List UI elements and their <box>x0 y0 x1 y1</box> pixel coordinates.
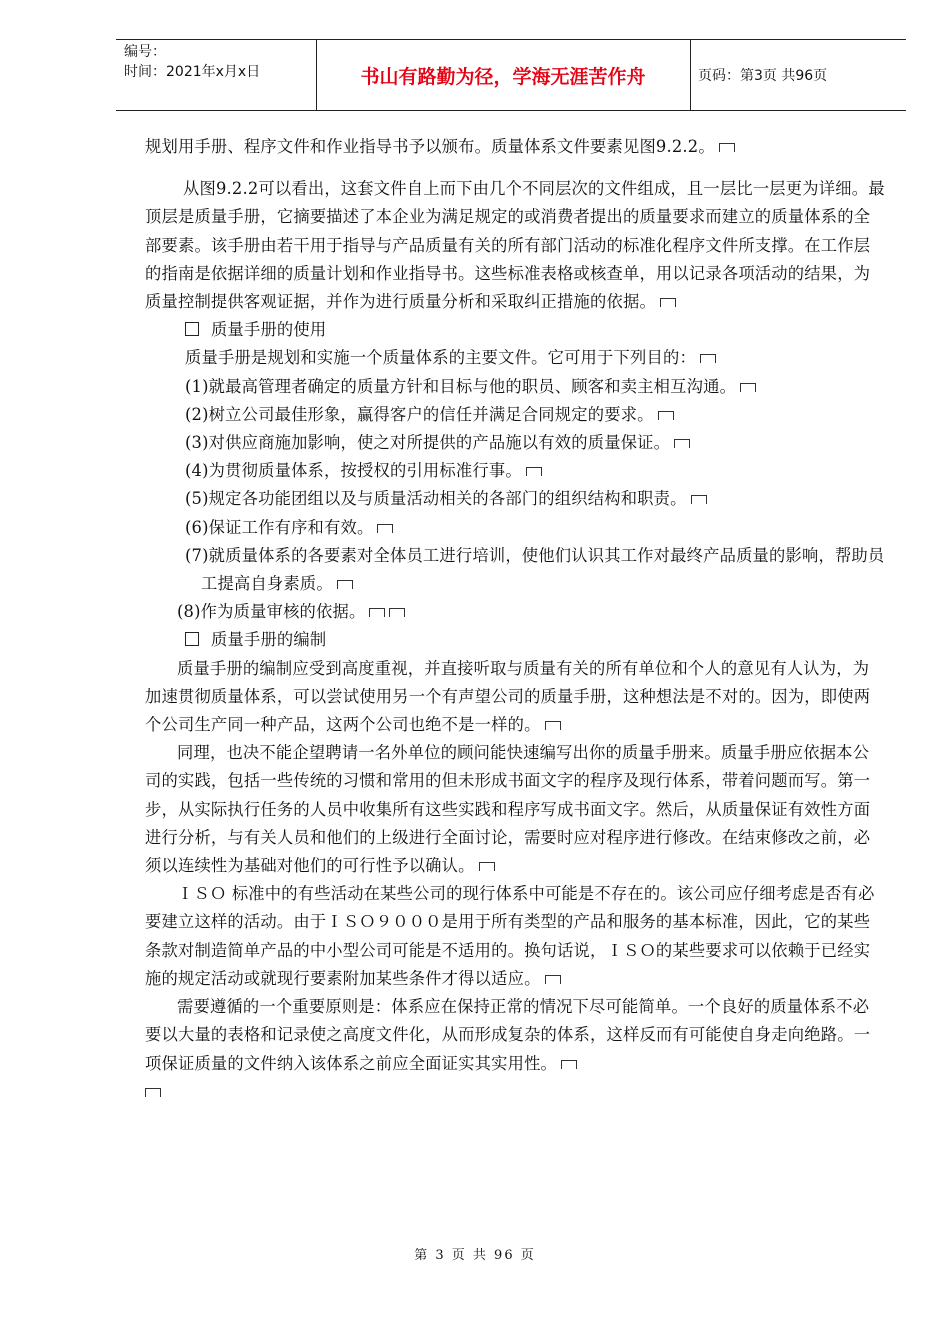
paragraph: 从图9.2.2可以看出，这套文件自上而下由几个不同层次的文件组成，且一层比一层更为详细。最顶层是质量手册，它摘要描述了本企业为满足规定的或消费者提出的质量要求而建立的质量体系的全部要素。该手册由若干用于指导与产品质量有关的所有部门活动的标准化程序文件所支撑。在工作层的指南是依据详细的质量计划和作业指导书。这些标准表格或核查单，用以记录各项活动的结果，为质量控制提供客观证据，并作为进行质量分析和采取纠正措施的依据。 <box>145 179 885 312</box>
list-item: (2)树立公司最佳形象，赢得客户的信任并满足合同规定的要求。 <box>145 401 885 429</box>
paragraph: ＩＳＯ 标准中的有些活动在某些公司的现行体系中可能是不存在的。该公司应仔细考虑是否有必要建立这样的活动。由于ＩＳＯ９０００是用于所有类型的产品和服务的基本标准，因此，它的某些条款对制造简单产品的中小型公司可能是不适用的。换句话说，ＩＳＯ的某些要求可以依赖于已经实施的规定活动或就现行要素附加某些条件才得以适应。 <box>145 884 875 988</box>
paragraph-mark-icon <box>369 608 385 617</box>
list-item: (1)就最高管理者确定的质量方针和目标与他的职员、顾客和卖主相互沟通。 <box>145 373 885 401</box>
section-title: 质量手册的编制 <box>145 626 885 654</box>
list-item: (5)规定各功能团组以及与质量活动相关的各部门的组织结构和职责。 <box>145 485 885 513</box>
checkbox-square-icon <box>185 632 199 646</box>
header-divider <box>690 40 691 110</box>
paragraph-mark-icon <box>700 354 716 363</box>
section-title: 质量手册的使用 <box>145 316 885 344</box>
paragraph: 规划用手册、程序文件和作业指导书予以颁布。质量体系文件要素见图9.2.2。 <box>145 133 885 161</box>
paragraph-mark-icon <box>658 411 674 420</box>
list-item: (7)就质量体系的各要素对全体员工进行培训，使他们认识其工作对最终产品质量的影响，帮助员工提高自身素质。 <box>185 545 885 594</box>
paragraph-mark-icon <box>337 580 353 589</box>
list-item: (8)作为质量审核的依据。 <box>145 598 885 626</box>
paragraph-mark-icon <box>674 439 690 448</box>
paragraph: 质量手册的编制应受到高度重视，并直接听取与质量有关的所有单位和个人的意见有人认为，为加速贯彻质量体系，可以尝试使用另一个有声望公司的质量手册，这种想法是不对的。因为，即使两个公司生产同一种产品，这两个公司也绝不是一样的。 <box>145 658 871 735</box>
header-slogan: 书山有路勤为径，学海无涯苦作舟 <box>360 65 646 88</box>
paragraph-mark-icon <box>719 143 735 152</box>
checkbox-square-icon <box>185 322 199 336</box>
page-header <box>116 39 906 111</box>
document-number: 编号： <box>124 44 166 60</box>
paragraph-mark-icon <box>545 721 561 730</box>
paragraph-mark-icon <box>377 524 393 533</box>
document-time: 时间：2021年x月x日 <box>124 64 261 80</box>
paragraph-mark-icon <box>545 975 561 984</box>
paragraph: 质量手册是规划和实施一个质量体系的主要文件。它可用于下列目的： <box>145 344 885 372</box>
paragraph: 同理，也决不能企望聘请一名外单位的顾问能快速编写出你的质量手册来。质量手册应依据本公司的实践，包括一些传统的习惯和常用的但未形成书面文字的程序及现行体系，带着问题而写。第一步，从实际执行任务的人员中收集所有这些实践和程序写成书面文字。然后，从质量保证有效性方面进行分析，与有关人员和他们的上级进行全面讨论，需要时应对程序进行修改。在结束修改之前，必须以连续性为基础对他们的可行性予以确认。 <box>145 743 871 876</box>
paragraph-mark-icon <box>691 495 707 504</box>
paragraph-mark-icon <box>145 1088 161 1097</box>
header-page-label: 页码：第3页 共96页 <box>698 68 828 84</box>
page-footer: 第 3 页 共 96 页 <box>414 1248 536 1263</box>
paragraph-mark-icon <box>561 1060 577 1069</box>
empty-paragraph <box>145 1078 885 1106</box>
list-item: (6)保证工作有序和有效。 <box>145 514 885 542</box>
header-meta <box>124 42 260 82</box>
paragraph-mark-icon <box>526 467 542 476</box>
paragraph: 需要遵循的一个重要原则是：体系应在保持正常的情况下尽可能简单。一个良好的质量体系不必要以大量的表格和记录使之高度文件化，从而形成复杂的体系，这样反而有可能使自身走向绝路。一项保证质量的文件纳入该体系之前应全面证实其实用性。 <box>145 997 871 1073</box>
paragraph-mark-icon <box>389 608 405 617</box>
paragraph-mark-icon <box>660 298 676 307</box>
list-item: (3)对供应商施加影响，使之对所提供的产品施以有效的质量保证。 <box>145 429 885 457</box>
list-item: (4)为贯彻质量体系，按授权的引用标准行事。 <box>145 457 885 485</box>
paragraph-mark-icon <box>740 383 756 392</box>
paragraph-mark-icon <box>479 862 495 871</box>
document-body <box>145 133 885 1106</box>
